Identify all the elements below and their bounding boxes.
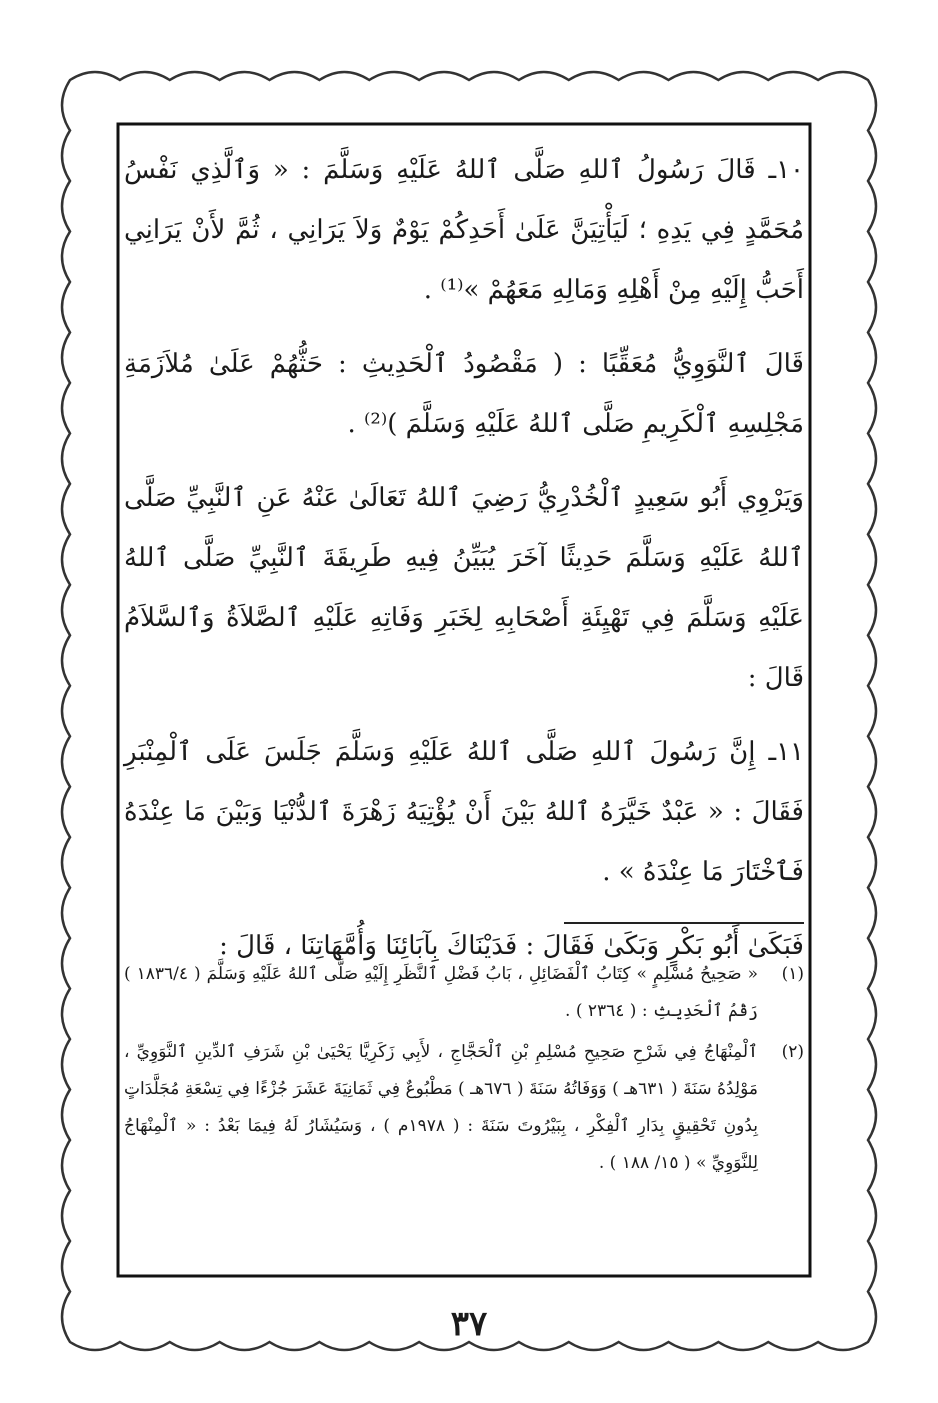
- footnote-2: [124, 1034, 804, 1182]
- page-number: ٣٧: [450, 1304, 488, 1344]
- footnote-1: [124, 956, 804, 1030]
- footnote-text: ٱلْمِنْهَاجُ فِي شَرْحِ صَحِيحِ مُسْلِمِ بْنِ ٱلْحَجَّاجِ ، لأَبِي زَكَرِيَّا يَحْيَىٰ بْنِ شَرَفِ ٱلدِّينِ ٱلنَّوَوِيِّ ، مَوْلِدُهُ سَنَةَ ( ٦٣١هـ ) وَوَفَاتُهُ سَنَةَ ( ٦٧٦هـ ) مَطْبُوعٌ فِي ثَمَانِيَةَ عَشَرَ جُزْءًا فِي تِسْعَةِ مُجَلَّدَاتٍ بِدُونِ تَحْقِيقٍ بِدَارِ ٱلْفِكْرِ ، بِبَيْرُوتَ سَنَةَ : ( ١٩٧٨م ) ، وَسَيُشَارُ لَهُ فِيمَا بَعْدُ : « ٱلْمِنْهَاجُ لِلنَّوَوِيِّ » ( ١٥/ ١٨٨ ) .: [124, 1042, 758, 1173]
- footnotes: [124, 956, 804, 1186]
- footnote-number: (١): [781, 964, 804, 984]
- abu-bakr-paragraph: فَبَكَىٰ أَبُو بَكْرٍ وَبَكَىٰ فَقَالَ : فَدَيْنَاكَ بِآبَائِنَا وَأُمَّهَاتِنَا ، قَالَ :: [219, 931, 804, 961]
- hadith-11-paragraph: ١١ـ إِنَّ رَسُولَ ٱللهِ صَلَّى ٱللهُ عَلَيْهِ وَسَلَّمَ جَلَسَ عَلَى ٱلْمِنْبَرِ فَقَالَ : « عَبْدٌ خَيَّرَهُ ٱللهُ بَيْنَ أَنْ يُؤْتِيَهُ زَهْرَةَ ٱلدُّنْيَا وَبَيْنَ مَا عِنْدَهُ فَٱخْتَارَ مَا عِنْدَهُ » .: [124, 737, 804, 887]
- footnote-text: « صَحِيحُ مُسْلِمٍ » كِتَابُ ٱلْفَضَائِلِ ، بَابُ فَضْلِ ٱلنَّظَرِ إِلَيْهِ صَلَّى ٱللهُ عَلَيْهِ وَسَلَّمَ ( ١٨٣٦/٤ ) رَقْمُ ٱلْحَدِيثِ : ( ٢٣٦٤ ) .: [124, 964, 758, 1021]
- footnote-separator: [564, 922, 804, 924]
- page-content: [124, 130, 804, 1270]
- footnote-number: (٢): [781, 1042, 804, 1062]
- abu-said-intro-paragraph: وَيَرْوِي أَبُو سَعِيدٍ ٱلْخُدْرِيُّ رَضِيَ ٱللهُ تَعَالَىٰ عَنْهُ عَنِ ٱلنَّبِيِّ صَلَّى ٱللهُ عَلَيْهِ وَسَلَّمَ حَدِيثًا آخَرَ يُبَيِّنُ فِيهِ طَرِيقَةَ ٱلنَّبِيِّ صَلَّى ٱللهُ عَلَيْهِ وَسَلَّمَ فِي تَهْيِئَةِ أَصْحَابِهِ لِخَبَرِ وَفَاتِهِ عَلَيْهِ ٱلصَّلاَةُ وَٱلسَّلاَمُ قَالَ :: [124, 483, 804, 693]
- nawawi-comment-paragraph: قَالَ ٱلنَّوَوِيُّ مُعَقِّبًا : ( مَقْصُودُ ٱلْحَدِيثِ : حَثُّهُمْ عَلَىٰ مُلاَزَمَةِ مَجْلِسِهِ ٱلْكَرِيمِ صَلَّى ٱللهُ عَلَيْهِ وَسَلَّمَ )⁽²⁾ .: [124, 349, 804, 439]
- hadith-10-paragraph: ١٠ـ قَالَ رَسُولُ ٱللهِ صَلَّى ٱللهُ عَلَيْهِ وَسَلَّمَ : « وَٱلَّذِي نَفْسُ مُحَمَّدٍ فِي يَدِهِ ؛ لَيَأْتِيَنَّ عَلَىٰ أَحَدِكُمْ يَوْمٌ وَلاَ يَرَانِي ، ثُمَّ لأَنْ يَرَانِي أَحَبُّ إِلَيْهِ مِنْ أَهْلِهِ وَمَالِهِ مَعَهُمْ »⁽¹⁾ .: [124, 155, 804, 305]
